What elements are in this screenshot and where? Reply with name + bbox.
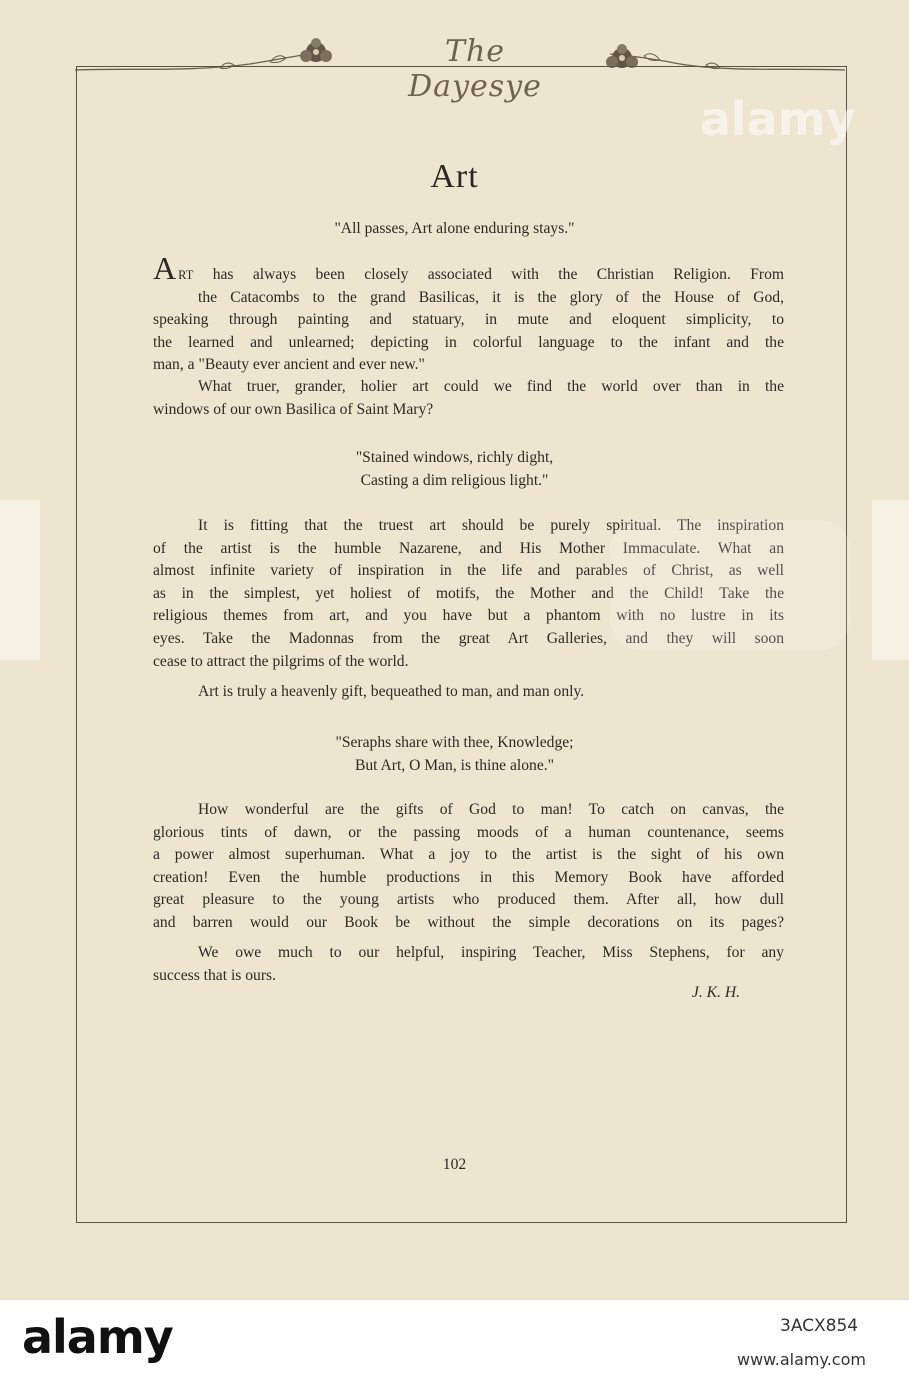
footer-url[interactable]: www.alamy.com xyxy=(737,1350,866,1369)
paragraph-2 xyxy=(153,376,784,421)
paragraph-1-line-4: the learned and unlearned; depicting in colorful language to the infant and the xyxy=(153,333,784,351)
watermark-band-left xyxy=(0,500,40,660)
paragraph-1-line-5: man, a "Beauty ever ancient and ever new." xyxy=(153,356,425,374)
flower-cluster-left-icon xyxy=(300,38,332,62)
watermark-text: alamy xyxy=(700,92,856,146)
paragraph-1-line-3: speaking through painting and statuary, in mute and eloquent simplicity, to xyxy=(153,311,784,329)
quote-2-line-1: "Seraphs share with thee, Knowledge; xyxy=(335,734,574,751)
dropcap: A xyxy=(153,250,177,286)
page-title: Art xyxy=(430,158,479,195)
quote-1 xyxy=(0,447,909,492)
image-id: 3ACX854 xyxy=(780,1316,859,1336)
alamy-logo[interactable]: alamy xyxy=(22,1310,173,1364)
page-number: 102 xyxy=(442,1156,467,1173)
paragraph-3-line-6: eyes. Take the Madonnas from the great Art Galleries, and they will soon xyxy=(153,629,784,647)
paragraph-5-line-4: creation! Even the humble productions in this Memory Book have afforded xyxy=(153,868,784,886)
paragraph-5-line-2: glorious tints of dawn, or the passing moods of a human countenance, seems xyxy=(153,823,784,841)
quote-1-line-2: Casting a dim religious light." xyxy=(360,471,549,489)
paragraph-3-line-2: of the artist is the humble Nazarene, and His Mother Immaculate. What an xyxy=(153,539,784,557)
paragraph-5 xyxy=(153,799,784,935)
paragraph-1-line-1: ART has always been closely associated with the Christian Religion. From xyxy=(153,250,784,286)
running-title: The Dayesye xyxy=(408,34,542,104)
paragraph-6 xyxy=(153,942,784,987)
paragraph-3-line-3: almost infinite variety of inspiration in the life and parables of Christ, as well xyxy=(153,562,784,580)
quote-1-line-1: "Stained windows, richly dight, xyxy=(355,449,554,466)
paragraph-1-line-2: the Catacombs to the grand Basilicas, it is the glory of the House of God, xyxy=(198,288,784,306)
signature-initials: J. K. H. xyxy=(691,984,740,1001)
paragraph-6-line-1: We owe much to our helpful, inspiring Teacher, Miss Stephens, for any xyxy=(198,944,784,961)
paragraph-6-line-2: success that is ours. xyxy=(153,966,276,984)
smallcaps-word: RT xyxy=(178,268,194,282)
paragraph-5-line-3: a power almost superhuman. What a joy to the artist is the sight of his own xyxy=(153,846,784,864)
paragraph-1 xyxy=(153,250,784,377)
quote-2-line-2: But Art, O Man, is thine alone." xyxy=(354,756,555,774)
paragraph-5-line-6: and barren would our Book be without the simple decorations on its pages? xyxy=(153,913,784,931)
paragraph-2-line-1: What truer, grander, holier art could we find the world over than in the xyxy=(198,378,784,395)
paragraph-5-line-1: How wonderful are the gifts of God to man! To catch on canvas, the xyxy=(198,801,784,818)
paragraph-3-line-4: as in the simplest, yet holiest of motifs, the Mother and the Child! Take the xyxy=(153,584,784,602)
paragraph-3-line-7: cease to attract the pilgrims of the world. xyxy=(153,652,409,670)
watermark-center xyxy=(610,520,850,650)
quote-2 xyxy=(0,732,909,777)
paragraph-3-line-1: It is fitting that the truest art should be purely spiritual. The inspiration xyxy=(198,517,784,534)
paragraph-4: Art is truly a heavenly gift, bequeathed to man, and man only. xyxy=(198,683,585,700)
epigraph: "All passes, Art alone enduring stays." xyxy=(334,220,575,237)
paragraph-3-line-5: religious themes from art, and you have but a phantom with no lustre in its xyxy=(153,607,784,625)
watermark-band-right xyxy=(872,500,909,660)
paragraph-5-line-5: great pleasure to the young artists who produced them. After all, how dull xyxy=(153,891,784,909)
paragraph-2-line-2: windows of our own Basilica of Saint Mary? xyxy=(153,400,434,418)
